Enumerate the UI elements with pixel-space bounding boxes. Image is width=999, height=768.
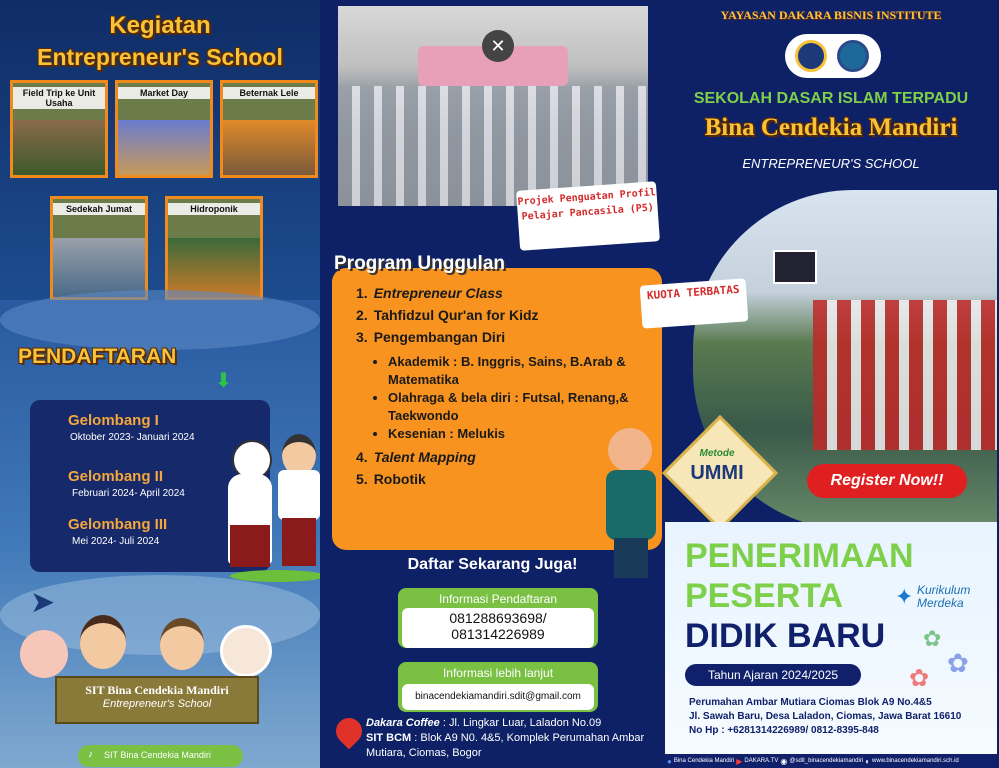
arrow-down-icon: ⬇ [215, 370, 232, 392]
program-num: 2. [356, 307, 368, 323]
school-year-badge: Tahun Ajaran 2024/2025 [685, 664, 861, 686]
address-block [366, 716, 662, 761]
banner-name: SIT Bina Cendekia Mandiri [85, 683, 229, 697]
school-logo-icon [795, 40, 827, 72]
program-heading: Program Unggulan [334, 253, 506, 274]
phone-number: 081288693698/ [449, 610, 547, 626]
program-num: 4. [356, 449, 368, 465]
program-num: 5. [356, 471, 368, 487]
address-line: Jl. Sawah Baru, Desa Laladon, Ciomas, Jawa Barat 16610 [689, 711, 962, 722]
program-text: Talent Mapping [373, 449, 476, 465]
tiktok-handle: SIT Bina Cendekia Mandiri [104, 750, 211, 760]
right-panel [646, 0, 997, 768]
social-handle[interactable]: DAKARA.TV [744, 758, 779, 764]
wave-name: Gelombang III [68, 516, 168, 533]
wave-name: Gelombang I [68, 412, 159, 429]
method-label: Metode [699, 448, 735, 459]
photo-market-day [115, 80, 213, 178]
flower-icon: ✿ [909, 665, 930, 692]
sub-program-item: • Kesenian : Melukis [388, 425, 636, 443]
photo-hidroponik [165, 196, 263, 300]
foundation-logo-icon [837, 40, 869, 72]
program-num: 3. [356, 329, 368, 345]
address-label: SIT BCM [366, 732, 412, 744]
photo-label: Market Day [118, 87, 210, 99]
program-num: 1. [356, 285, 368, 301]
photo-label: Beternak Lele [223, 87, 315, 99]
kurikulum-line: Kurikulum [917, 583, 971, 597]
activities-title: Kegiatan [109, 12, 211, 39]
school-type: SEKOLAH DASAR ISLAM TERPADU [693, 90, 969, 107]
photo-label: Field Trip ke Unit Usaha [13, 87, 105, 109]
kids-illustration [220, 430, 330, 580]
program-text: Tahfidzul Qur'an for Kidz [373, 307, 539, 323]
kurikulum-logo [917, 584, 970, 610]
middle-panel [320, 0, 665, 768]
social-handle[interactable]: www.binacendekiamandiri.sch.id [872, 758, 959, 764]
method-name: UMMI [690, 462, 744, 484]
program-item [356, 329, 656, 353]
logos-pill [785, 34, 881, 78]
photo-sedekah-jumat [50, 196, 148, 300]
info-more-label: Informasi lebih lanjut [442, 666, 554, 680]
cta-text: Daftar Sekarang Juga! [407, 556, 578, 573]
program-item [356, 285, 656, 307]
program-text: Entrepreneur Class [373, 285, 503, 301]
quota-badge: KUOTA TERBATAS [640, 278, 749, 328]
p5-badge: Projek Penguatan Profil Pelajar Pancasila (P5) [516, 181, 660, 251]
sub-program-item: • Olahraga & bela diri : Futsal, Renang,& Taekwondo [388, 389, 636, 425]
activities-subtitle: Entrepreneur's School [37, 44, 283, 70]
school-address [689, 696, 995, 738]
facebook-icon: ● [667, 756, 672, 766]
phone-line: No Hp : +6281314226989/ 0812-8395-848 [689, 725, 879, 736]
info-more-box[interactable] [398, 662, 598, 712]
social-handle[interactable]: @sdit_binacendekiamandiri [789, 758, 864, 764]
email-box[interactable] [402, 684, 594, 710]
paper-plane-icon: ➤ [30, 586, 56, 619]
flower-icon: ✿ [923, 626, 942, 651]
wave-dates: Oktober 2023- Januari 2024 [70, 432, 195, 443]
kurikulum-icon: ✦ [895, 584, 914, 609]
sub-program-list [356, 353, 636, 443]
address-line: Perumahan Ambar Mutiara Ciomas Blok A9 No.4&5 [689, 697, 932, 708]
tiktok-badge[interactable] [78, 745, 243, 767]
foundation-name: YAYASAN DAKARA BISNIS INSTITUTE [720, 8, 942, 22]
headline-line3: DIDIK BARU [685, 617, 886, 655]
sub-program-item: • Akademik : B. Inggris, Sains, B.Arab & Matematika [388, 353, 636, 389]
program-text: Pengembangan Diri [373, 329, 506, 345]
address-text: : Jl. Lingkar Luar, Laladon No.09 [442, 717, 602, 729]
registration-heading: PENDAFTARAN [18, 345, 177, 368]
address-label: Dakara Coffee [366, 717, 440, 729]
photo-field-trip [10, 80, 108, 178]
phone-box[interactable] [402, 608, 594, 648]
instagram-icon: ◉ [780, 756, 788, 766]
program-item [356, 307, 656, 329]
school-tagline: ENTREPRENEUR'S SCHOOL [742, 156, 920, 171]
info-registration-label: Informasi Pendaftaran [438, 592, 558, 606]
globe-icon: ◐ [865, 756, 871, 766]
headline-line1: PENERIMAAN [685, 537, 914, 575]
social-bar [665, 754, 999, 768]
photo-beternak-lele [220, 80, 318, 178]
wave-name: Gelombang II [68, 468, 164, 485]
youtube-icon: ▶ [736, 756, 743, 766]
tiktok-icon: ♪ [88, 749, 93, 760]
photo-label: Sedekah Jumat [53, 203, 145, 215]
email-text: binacendekiamandiri.sdit@gmail.com [415, 691, 581, 702]
wave-dates: Mei 2024- Juli 2024 [72, 536, 160, 547]
info-registration-box[interactable] [398, 588, 598, 648]
close-icon[interactable]: ✕ [482, 30, 514, 62]
headline-line2: PESERTA [685, 577, 844, 615]
banner-subtitle: Entrepreneur's School [102, 698, 212, 710]
kurikulum-line: Merdeka [917, 596, 964, 610]
school-name: Bina Cendekia Mandiri [704, 114, 958, 141]
left-panel [0, 0, 320, 768]
location-pin-icon [331, 713, 368, 750]
program-text: Robotik [373, 471, 426, 487]
social-handle[interactable]: Bina Cendekia Mandiri [673, 758, 735, 764]
school-banner [55, 676, 259, 724]
flower-icon: ✿ [947, 648, 969, 678]
address-text: : Blok A9 N0. 4&5, Komplek Perumahan Ambar Mutiara, Ciomas, Bogor [366, 732, 645, 759]
wave-dates: Februari 2024- April 2024 [72, 488, 185, 499]
photo-label: Hidroponik [168, 203, 260, 215]
wave-decoration [0, 290, 320, 350]
phone-number: 081314226989 [451, 626, 545, 642]
register-button[interactable]: Register Now!! [807, 464, 967, 498]
